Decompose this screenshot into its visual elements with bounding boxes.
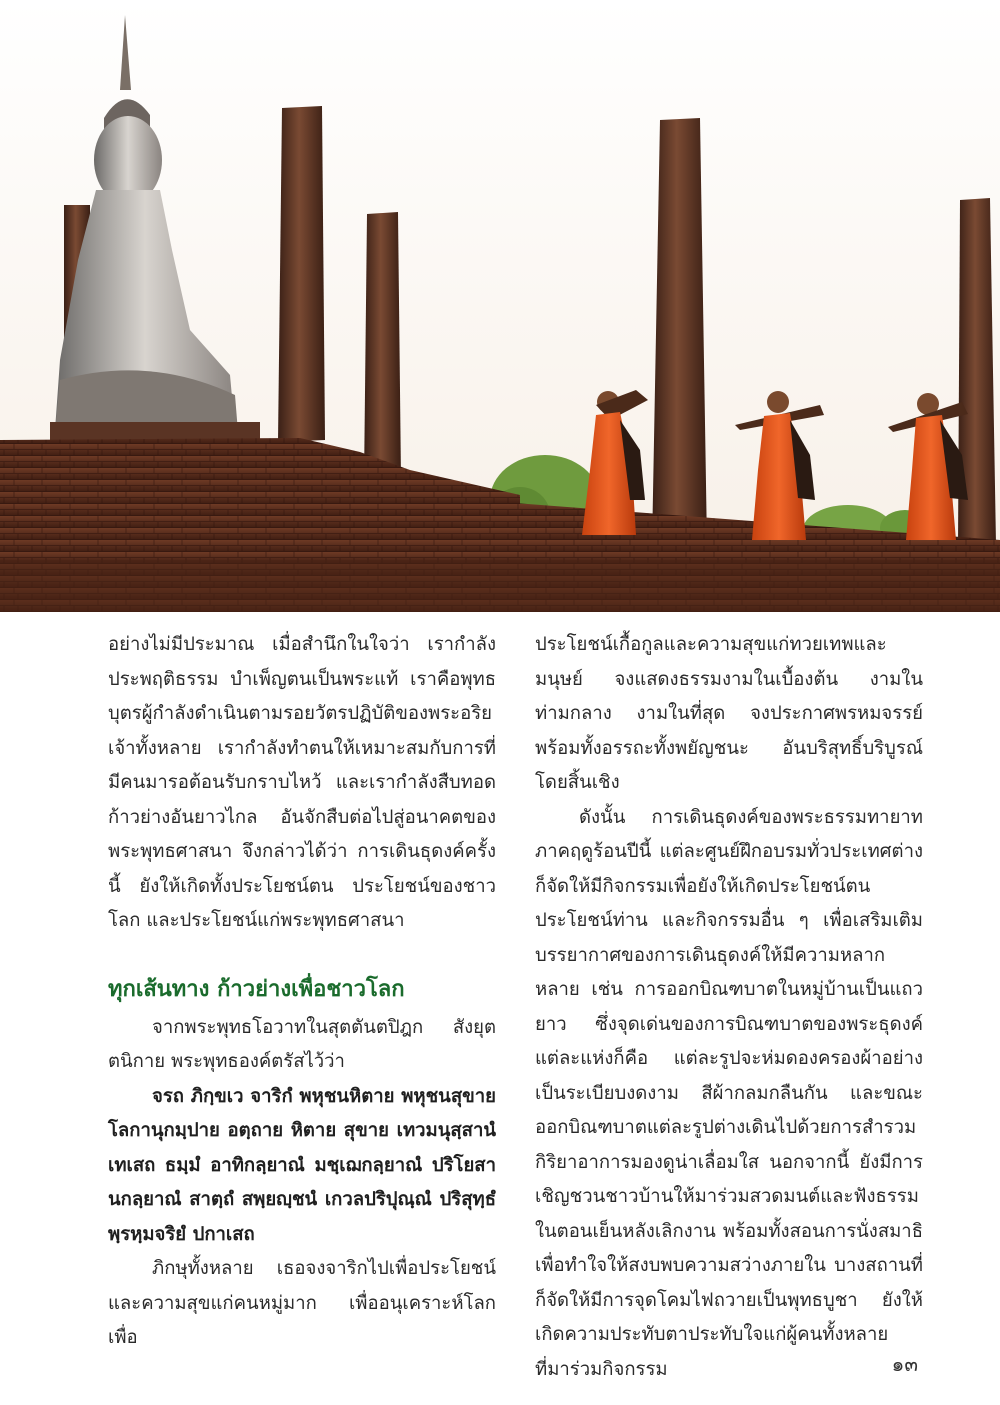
- section-heading: ทุกเส้นทาง ก้าวย่างเพื่อชาวโลก: [108, 976, 405, 1002]
- left-paragraph-3: ภิกษุทั้งหลาย เธอจงจาริกไปเพื่อประโยชน์และความสุขแก่คนหมู่มาก เพื่ออนุเคราะห์โลก เพื่อ: [108, 1258, 496, 1348]
- right-paragraph-2: ดังนั้น การเดินธุดงค์ของพระธรรมทายาทภาคฤดูร้อนปีนี้ แต่ละศูนย์ฝึกอบรมทั่วประเทศต่างก็จัดให้มีกิจกรรมเพื่อยังให้เกิดประโยชน์ตน ประโยชน์ท่าน และกิจกรรมอื่น ๆ เพื่อเสริมเติมบรรยากาศของการเดินธุดงค์ให้มีความหลากหลาย เช่น การออกบิณฑบาตในหมู่บ้านเป็นแถวยาว ซึ่งจุดเด่นของการบิณฑบาตของพระธุดงค์แต่ละแห่งก็คือ แต่ละรูปจะห่มดองครองผ้าอย่างเป็นระเบียบงดงาม สีผ้ากลมกลืนกัน และขณะออกบิณฑบาตแต่ละรูปต่างเดินไปด้วยการสำรวมกิริยาอาการมองดูน่าเลื่อมใส นอกจากนี้ ยังมีการเชิญชวนชาวบ้านให้มาร่วมสวดมนต์และฟังธรรมในตอนเย็นหลังเลิกงาน พร้อมทั้งสอนการนั่งสมาธิเพื่อทำใจให้สงบพบความสว่างภายใน บางสถานที่ก็จัดให้มีการจุดโคมไฟถวายเป็นพุทธบูชา ยังให้เกิดความประทับตาประทับใจแก่ผู้คนทั้งหลายที่มาร่วมกิจกรรม: [535, 806, 923, 1380]
- right-paragraph-1: ประโยชน์เกื้อกูลและความสุขแก่ทวยเทพและมนุษย์ จงแสดงธรรมงามในเบื้องต้น งามในท่ามกลาง งามในที่สุด จงประกาศพรหมจรรย์พร้อมทั้งอรรถะทั้งพยัญชนะ อันบริสุทธิ์บริบูรณ์โดยสิ้นเชิง: [535, 634, 923, 793]
- right-text-column: [535, 628, 923, 1387]
- left-paragraph-2: จากพระพุทธโอวาทในสุตตันตปิฎก สังยุตตนิกาย พระพุทธองค์ตรัสไว้ว่า: [108, 1016, 496, 1072]
- header-photo: [0, 0, 1000, 612]
- left-paragraph-1: อย่างไม่มีประมาณ เมื่อสำนึกในใจว่า เรากำลังประพฤติธรรม บำเพ็ญตนเป็นพระแท้ เราคือพุทธบุตรผู้กำลังดำเนินตามรอยวัตรปฏิบัติของพระอริยเจ้าทั้งหลาย เรากำลังทำตนให้เหมาะสมกับการที่มีคนมารอต้อนรับกราบไหว้ และเรากำลังสืบทอดก้าวย่างอันยาวไกล อันจักสืบต่อไปสู่อนาคตของพระพุทธศาสนา จึงกล่าวได้ว่า การเดินธุดงค์ครั้งนี้ ยังให้เกิดทั้งประโยชน์ตน ประโยชน์ของชาวโลก และประโยชน์แก่พระพุทธศาสนา: [108, 634, 496, 931]
- left-text-column: [108, 628, 496, 1356]
- pali-quote: จรถ ภิกฺขเว จาริกํ พหุชนหิตาย พหุชนสุขาย โลกานุกมฺปาย อตฺถาย หิตาย สุขาย เทวมนุสฺสานํ เทเสถ ธมฺมํ อาทิกลฺยาณํ มชฺเฌกลฺยาณํ ปริโยสานกลฺยาณํ สาตฺถํ สพฺยญฺชนํ เกวลปริปุณฺณํ ปริสุทฺธํ พฺรหฺมจริยํ ปกาเสถ: [108, 1085, 496, 1245]
- page-number: ๑๓: [891, 1352, 918, 1376]
